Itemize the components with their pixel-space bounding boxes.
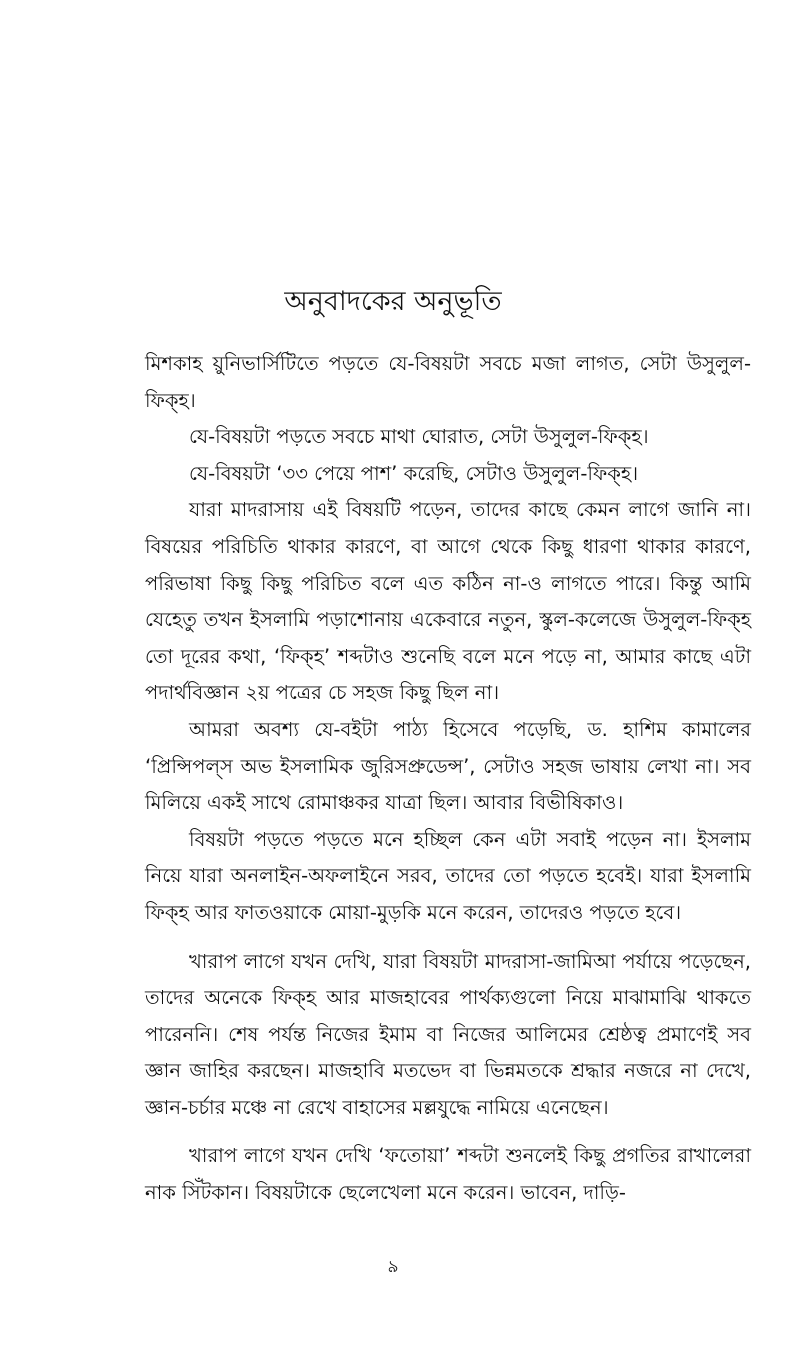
chapter-title: অনুবাদকের অনুভূতি [284,286,502,317]
paragraph: খারাপ লাগে যখন দেখি ‘ফতোয়া’ শব্দটা শুনলেই কিছু প্রগতির রাখালেরা নাক সিঁটকান। বিষয়টাকে ছেলেখেলা মনে করেন। ভাবেন, দাড়ি- [145,1144,751,1205]
body-text [145,346,751,1212]
paragraph: যে-বিষয়টা পড়তে সবচে মাথা ঘোরাত, সেটা উসুলুল-ফিক্‌হ। [189,425,649,449]
paragraph: বিষয়টা পড়তে পড়তে মনে হচ্ছিল কেন এটা সবাই পড়েন না। ইসলাম নিয়ে যারা অনলাইন-অফলাইনে সরব, তাদের তো পড়তে হবেই। যারা ইসলামি ফিক্‌হ আর ফাতওয়াকে মোয়া-মুড়কি মনে করেন, তাদেরও পড়তে হবে। [145,827,751,924]
page-number: ৯ [387,1257,399,1277]
paragraph: আমরা অবশ্য যে-বইটা পাঠ্য হিসেবে পড়েছি, ড. হাশিম কামালের ‘প্রিন্সিপল্‌স অভ ইসলামিক জুরিসপ্রুডেন্স’, সেটাও সহজ ভাষায় লেখা না। সব মিলিয়ে একই সাথে রোমাঞ্চকর যাত্রা ছিল। আবার বিভীষিকাও। [145,717,751,815]
paragraph: খারাপ লাগে যখন দেখি, যারা বিষয়টা মাদরাসা-জামিআ পর্যায়ে পড়েছেন, তাদের অনেকে ফিক্‌হ আর মাজহাবের পার্থক্যগুলো নিয়ে মাঝামাঝি থাকতে পারেননি। শেষ পর্যন্ত নিজের ইমাম বা নিজের আলিমের শ্রেষ্ঠত্ব প্রমাণেই সব জ্ঞান জাহির করছেন। মাজহাবি মতভেদ বা ভিন্নমতকে শ্রদ্ধার নজরে না দেখে, জ্ঞান-চর্চার মঞ্চে না রেখে বাহাসের মল্লযুদ্ধে নামিয়ে এনেছেন। [145,949,751,1119]
paragraph: মিশকাহ য়ুনিভার্সিটিতে পড়তে যে-বিষয়টা সবচে মজা লাগত, সেটা উসুলুল-ফিক্‌হ। [145,352,751,412]
paragraph: যারা মাদরাসায় এই বিষয়টি পড়েন, তাদের কাছে কেমন লাগে জানি না। বিষয়ের পরিচিতি থাকার কারণে, বা আগে থেকে কিছু ধারণা থাকার কারণে, পরিভাষা কিছু কিছু পরিচিত বলে এত কঠিন না-ও লাগতে পারে। কিন্তু আমি যেহেতু তখন ইসলামি পড়াশোনায় একেবারে নতুন, স্কুল-কলেজে উসুলুল-ফিক্‌হ তো দূরের কথা, ‘ফিক্‌হ’ শব্দটাও শুনেছি বলে মনে পড়ে না, আমার কাছে এটা পদার্থবিজ্ঞান ২য় পত্রের চে সহজ কিছু ছিল না। [145,498,751,705]
paragraph: যে-বিষয়টা ‘৩৩ পেয়ে পাশ’ করেছি, সেটাও উসুলুল-ফিক্‌হ। [189,461,639,485]
